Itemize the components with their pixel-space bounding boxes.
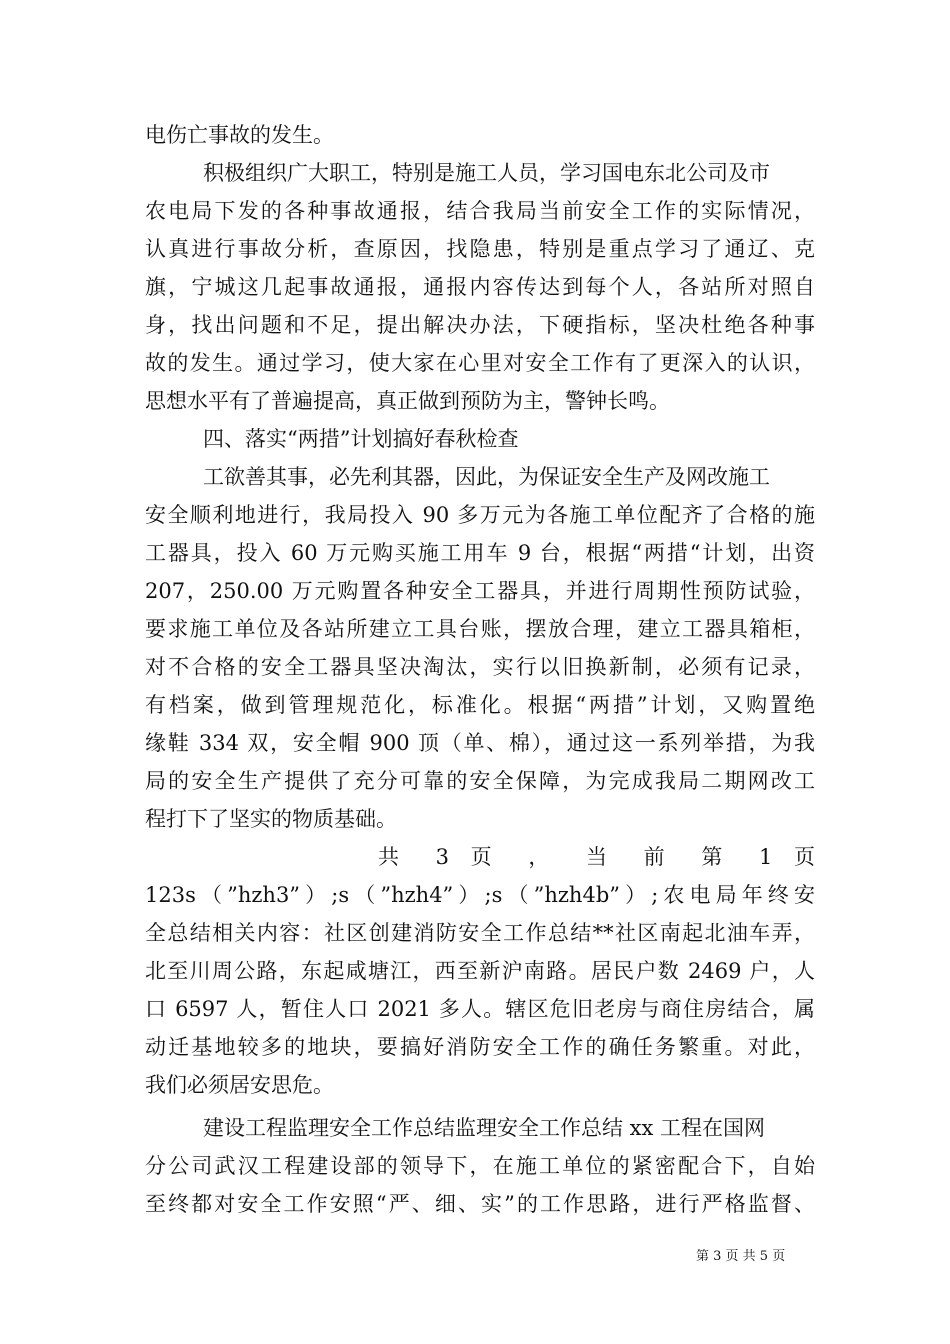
text-line: 局的安全生产提供了充分可靠的安全保障，为完成我局二期网改工 bbox=[145, 769, 815, 793]
text-line: 故的发生。通过学习，使大家在心里对安全工作有了更深入的认识， bbox=[145, 351, 815, 375]
section-heading: 四、落实“两措”计划搞好春秋检查 bbox=[203, 427, 519, 451]
text-line: 安全顺利地进行，我局投入 90 多万元为各施工单位配齐了合格的施 bbox=[145, 503, 815, 527]
paragraph-start-line: 建设工程监理安全工作总结监理安全工作总结 xx 工程在国网 bbox=[203, 1116, 766, 1140]
text-line: 全总结相关内容：社区创建消防安全工作总结**社区南起北油车弄， bbox=[145, 921, 815, 945]
text-line: 缘鞋 334 双，安全帽 900 顶（单、棉），通过这一系列举措，为我 bbox=[145, 731, 815, 755]
page-footer: 第 3 页 共 5 页 bbox=[696, 1249, 786, 1264]
text-line: 工器具，投入 60 万元购买施工用车 9 台，根据“两措“计划，出资 bbox=[145, 541, 815, 565]
paragraph-start-line: 工欲善其事，必先利其器，因此，为保证安全生产及网改施工 bbox=[203, 465, 770, 489]
text-line: 有档案，做到管理规范化，标准化。根据“两措”计划，又购置绝 bbox=[145, 693, 815, 717]
text-line: 电伤亡事故的发生。 bbox=[145, 123, 334, 147]
text-line: 农电局下发的各种事故通报，结合我局当前安全工作的实际情况， bbox=[145, 199, 815, 223]
text-line: 动迁基地较多的地块，要搞好消防安全工作的确任务繁重。对此， bbox=[145, 1035, 815, 1059]
text-line: 123s（”hzh3”）;s（”hzh4”）;s（”hzh4b”）;农电局年终安 bbox=[145, 883, 815, 907]
text-line: 对不合格的安全工器具坚决淘汰，实行以旧换新制，必须有记录， bbox=[145, 655, 815, 679]
text-line: 思想水平有了普遍提高，真正做到预防为主，警钟长鸣。 bbox=[145, 389, 670, 413]
text-line: 要求施工单位及各站所建立工具台账，摆放合理，建立工器具箱柜， bbox=[145, 617, 815, 641]
paragraph-start-line: 积极组织广大职工，特别是施工人员，学习国电东北公司及市 bbox=[203, 161, 770, 185]
text-line: 认真进行事故分析，查原因，找隐患，特别是重点学习了通辽、克 bbox=[145, 237, 815, 261]
text-line: 程打下了坚实的物质基础。 bbox=[145, 807, 397, 831]
page-counter-line: 共 3 页 ， 当 前 第 1 页 bbox=[378, 845, 815, 869]
text-line: 分公司武汉工程建设部的领导下，在施工单位的紧密配合下，自始 bbox=[145, 1154, 815, 1178]
text-line: 至终都对安全工作安照“严、细、实”的工作思路，进行严格监督、 bbox=[145, 1192, 815, 1216]
text-line: 旗，宁城这几起事故通报，通报内容传达到每个人，各站所对照自 bbox=[145, 275, 815, 299]
text-line: 身，找出问题和不足，提出解决办法，下硬指标，坚决杜绝各种事 bbox=[145, 313, 815, 337]
text-line: 207，250.00 万元购置各种安全工器具，并进行周期性预防试验， bbox=[145, 579, 815, 603]
text-line: 口 6597 人，暂住人口 2021 多人。辖区危旧老房与商住房结合，属 bbox=[145, 997, 815, 1021]
text-line: 我们必须居安思危。 bbox=[145, 1073, 334, 1097]
text-line: 北至川周公路，东起咸塘江，西至新沪南路。居民户数 2469 户，人 bbox=[145, 959, 815, 983]
